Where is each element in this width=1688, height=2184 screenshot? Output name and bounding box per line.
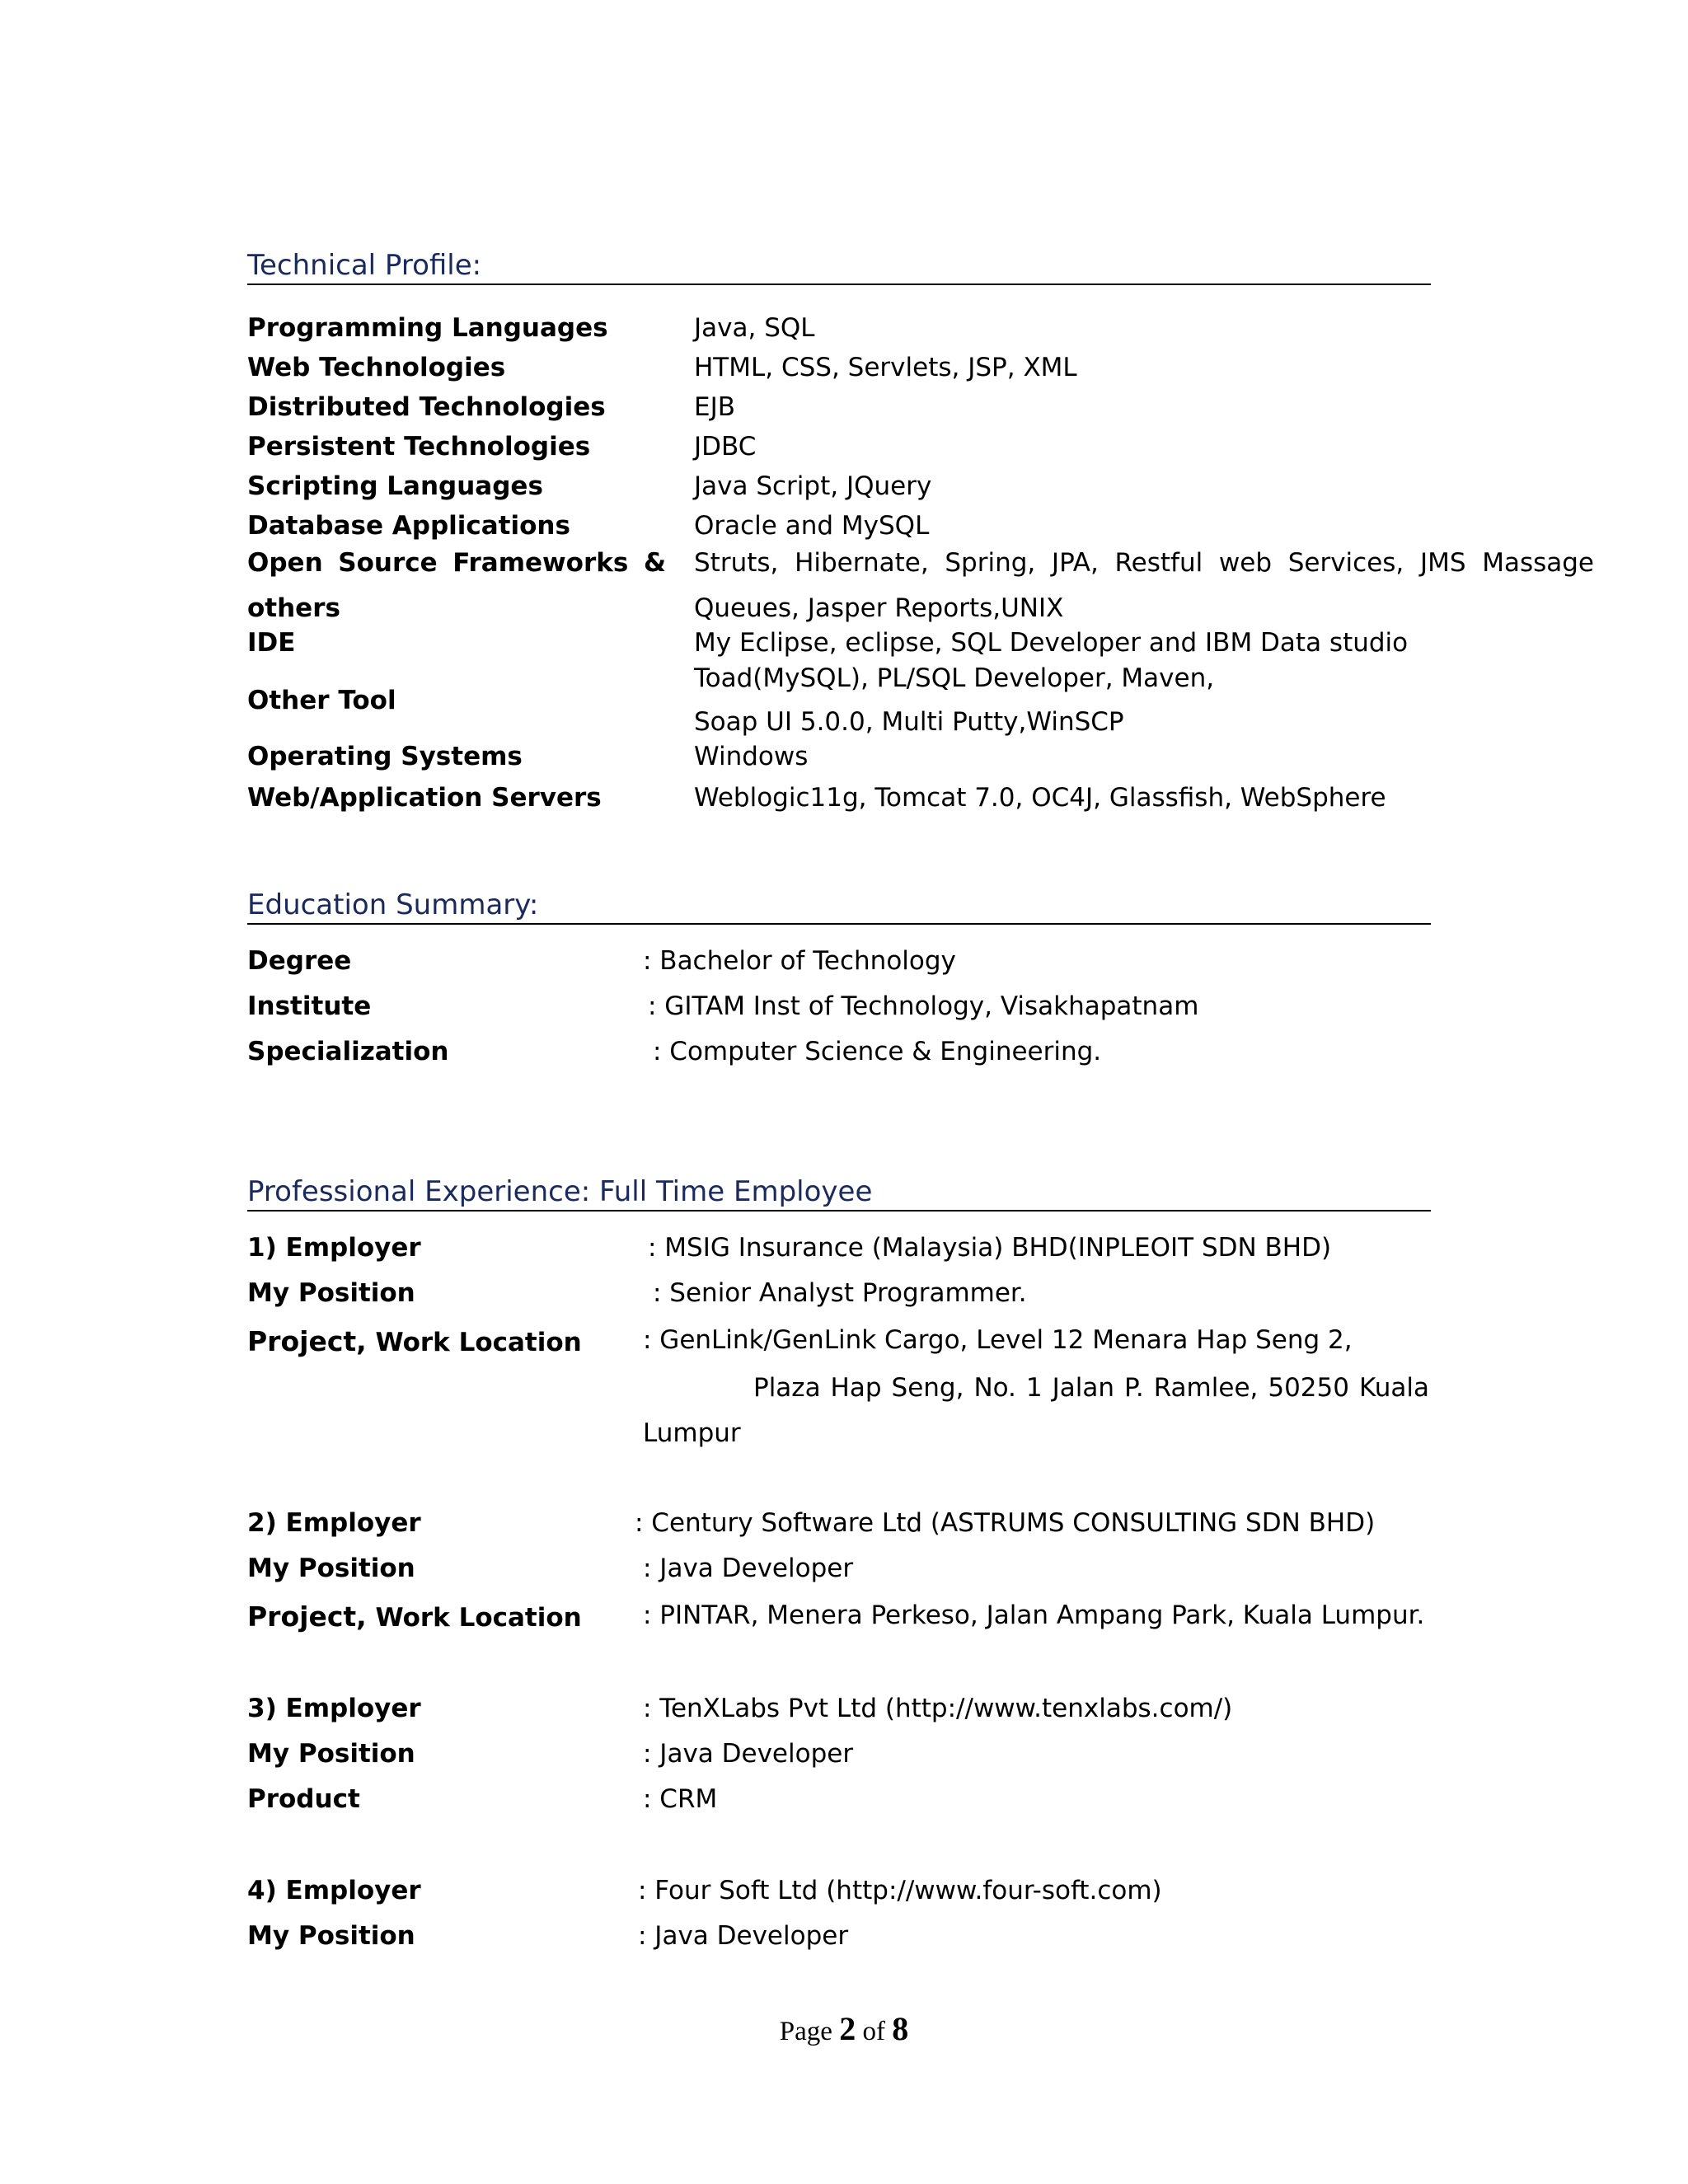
section-subtitle: Full Time Employee (599, 1175, 873, 1208)
tp-value: Windows (694, 742, 809, 771)
page-total: 8 (892, 2010, 909, 2047)
experience-heading (247, 1167, 1431, 1212)
tp-label: Web/Application Servers (247, 783, 602, 813)
open-source-value-cont: Queues, Jasper Reports,UNIX (694, 593, 1064, 623)
exp-label: 2) Employer (247, 1508, 421, 1538)
section-title-main: Professional Experience: (247, 1175, 591, 1208)
exp-value: : TenXLabs Pvt Ltd (http://www.tenxlabs.com/) (643, 1694, 1233, 1723)
exp-value: : CRM (643, 1784, 718, 1814)
tp-value: EJB (694, 392, 735, 422)
exp-label: 3) Employer (247, 1694, 421, 1723)
exp-label: My Position (247, 1921, 415, 1951)
tp-label: Database Applications (247, 511, 570, 541)
exp-label (247, 1601, 582, 1633)
tp-value: Java, SQL (694, 313, 815, 343)
education-heading (247, 880, 1431, 925)
exp-label: 4) Employer (247, 1876, 421, 1905)
page-current: 2 (839, 2010, 856, 2047)
tp-label: IDE (247, 628, 296, 658)
exp-value: : Four Soft Ltd (http://www.four-soft.com) (638, 1876, 1162, 1905)
open-source-label-cont: others (247, 593, 340, 623)
section-title (247, 1175, 872, 1208)
edu-label: Degree (247, 946, 352, 976)
tp-label: Persistent Technologies (247, 432, 591, 462)
tp-value: Toad(MySQL), PL/SQL Developer, Maven, (694, 663, 1215, 693)
exp-value: : Senior Analyst Programmer. (653, 1278, 1027, 1308)
tp-label: Web Technologies (247, 353, 506, 382)
tp-label: Operating Systems (247, 742, 523, 771)
exp-value: : MSIG Insurance (Malaysia) BHD(INPLEOIT SDN BHD) (648, 1233, 1332, 1263)
exp-label: 1) Employer (247, 1233, 421, 1263)
page-word: Page (779, 2017, 832, 2046)
exp-value: : Century Software Ltd (ASTRUMS CONSULTING SDN BHD) (635, 1508, 1376, 1538)
edu-value: : GITAM Inst of Technology, Visakhapatnam (648, 991, 1199, 1021)
tp-value: JDBC (694, 432, 757, 462)
exp-value: : Java Developer (638, 1921, 849, 1951)
tp-value: My Eclipse, eclipse, SQL Developer and IBM Data studio (694, 628, 1409, 658)
exp-label-bold: Project, (247, 1601, 367, 1633)
edu-value: : Computer Science & Engineering. (653, 1037, 1102, 1066)
exp-label-rest: Work Location (366, 1328, 582, 1357)
exp-label: Product (247, 1784, 360, 1814)
page-number (0, 2009, 1688, 2048)
tp-value: Weblogic11g, Tomcat 7.0, OC4J, Glassfish, WebSphere (694, 783, 1386, 813)
tp-value: Oracle and MySQL (694, 511, 930, 541)
tp-value: Soap UI 5.0.0, Multi Putty,WinSCP (694, 707, 1124, 737)
open-source-label: Open Source Frameworks & (247, 548, 666, 578)
exp-label: My Position (247, 1739, 415, 1769)
open-source-value: Struts, Hibernate, Spring, JPA, Restful web Services, JMS Massage (694, 548, 1594, 578)
tp-label: Other Tool (247, 686, 396, 715)
exp-label: My Position (247, 1554, 415, 1583)
exp-value: : GenLink/GenLink Cargo, Level 12 Menara Hap Seng 2, (643, 1325, 1353, 1355)
tp-label: Scripting Languages (247, 471, 543, 501)
exp-value-cont: Plaza Hap Seng, No. 1 Jalan P. Ramlee, 50250 Kuala (753, 1373, 1429, 1403)
exp-label (247, 1325, 582, 1357)
section-title: Technical Profile: (247, 249, 482, 282)
section-title: Education Summary: (247, 888, 539, 921)
exp-label-rest: Work Location (366, 1603, 582, 1633)
tp-label: Programming Languages (247, 313, 608, 343)
exp-value: : Java Developer (643, 1739, 854, 1769)
of-word: of (862, 2017, 885, 2046)
tp-label: Distributed Technologies (247, 392, 606, 422)
exp-value: : PINTAR, Menera Perkeso, Jalan Ampang Park, Kuala Lumpur. (643, 1601, 1425, 1630)
tp-value: Java Script, JQuery (694, 471, 932, 501)
edu-label: Institute (247, 991, 372, 1021)
exp-label-bold: Project, (247, 1325, 367, 1357)
edu-value: : Bachelor of Technology (643, 946, 956, 976)
edu-label: Specialization (247, 1037, 449, 1066)
tp-value: HTML, CSS, Servlets, JSP, XML (694, 353, 1077, 382)
exp-value: : Java Developer (643, 1554, 854, 1583)
exp-value-cont: Lumpur (643, 1418, 741, 1448)
technical-profile-heading (247, 241, 1431, 285)
exp-label: My Position (247, 1278, 415, 1308)
